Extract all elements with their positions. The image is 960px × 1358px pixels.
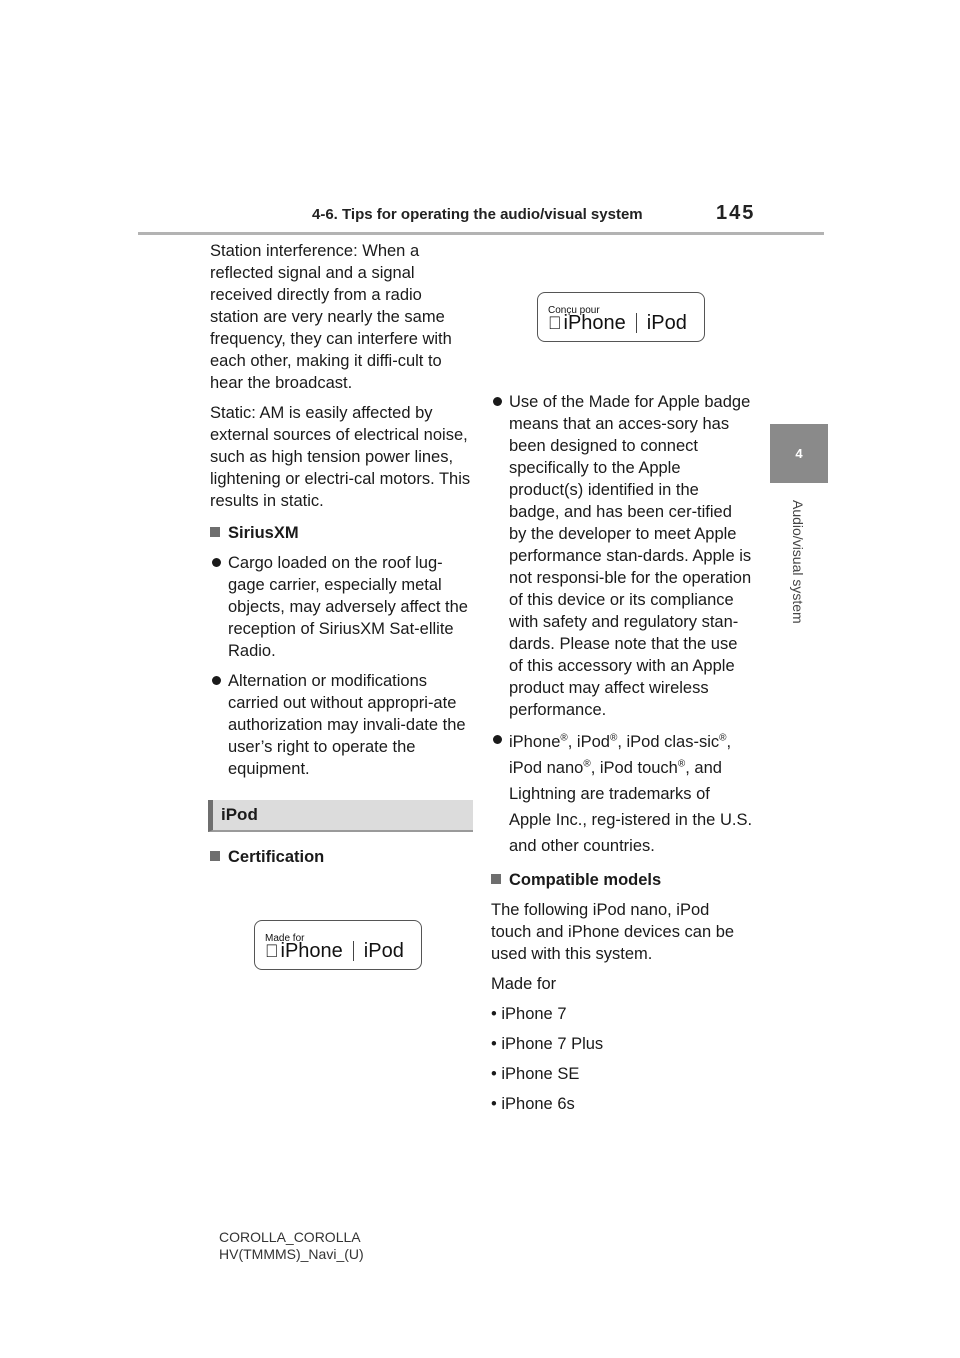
made-for-badge xyxy=(254,920,422,970)
list-item: • iPhone 7 xyxy=(491,1005,567,1023)
concu-pour-badge xyxy=(537,292,705,342)
list-item: • iPhone 6s xyxy=(491,1095,575,1113)
section-title: 4-6. Tips for operating the audio/visual system xyxy=(312,206,643,223)
certification-heading: Certification xyxy=(210,846,472,868)
made-for-label: Made for xyxy=(491,975,557,993)
list-item: • iPhone 7 Plus xyxy=(491,1035,604,1053)
footer-line: COROLLA_COROLLA xyxy=(219,1229,361,1245)
model-list xyxy=(491,973,753,1115)
badge-ipod: iPod xyxy=(633,312,674,334)
bullet-made-for-apple: Use of the Made for Apple badge means that an acces-sory has been designed to connect specifically to the Apple product(s) identified in the badge, and has been cer-tified by the developer to meet Apple performance stan-dards. Apple is not responsi-ble for the operation of this device or its compliance with safety and regulatory stan-dards. Please note that the use of this accessory with an Apple product may affect wireless performance. xyxy=(491,391,753,721)
bullet-cargo: Cargo loaded on the roof lug-gage carrier, especially metal objects, may adversely affect the reception of SiriusXM Sat-ellite Radio. xyxy=(210,552,472,662)
badge-caption: Made for xyxy=(265,933,305,944)
paragraph-compatible: The following iPod nano, iPod touch and iPhone devices can be used with this system. xyxy=(491,901,735,963)
ipod-section-heading: iPod xyxy=(208,800,473,832)
badge-iphone: iPhone xyxy=(267,940,330,962)
paragraph-static: Static: AM is easily affected by external sources of electrical noise, such as high tension power lines, lightening or electri-cal motors. This results in static. xyxy=(210,404,471,510)
badge-iphone: iPhone xyxy=(550,312,613,334)
document-footer xyxy=(219,1229,364,1263)
page-number: 145 xyxy=(716,202,756,224)
bullet-trademarks: iPhone®, iPod®, iPod clas-sic®, iPod nano®, iPod touch®, and Lightning are trademarks of Apple Inc., reg-istered in the U.S. and other countries. xyxy=(491,729,753,859)
right-column xyxy=(491,240,753,1123)
siriusxm-heading: SiriusXM xyxy=(210,522,472,544)
badge-divider xyxy=(636,313,637,333)
bullet-alternation: Alternation or modifications carried out without appropri-ate authorization may invali-date the user’s right to operate the equipment. xyxy=(210,670,472,780)
list-item: • iPhone SE xyxy=(491,1065,580,1083)
left-column xyxy=(210,240,472,970)
badge-divider xyxy=(353,941,354,961)
chapter-tab-label: Audio/visual system xyxy=(790,500,806,624)
badge-ipod: iPod xyxy=(350,940,391,962)
compatible-models-heading: Compatible models xyxy=(491,869,753,891)
apple-logo-icon xyxy=(548,312,562,334)
header-divider xyxy=(138,232,824,235)
paragraph-station-interference: Station interference: When a reflected signal and a signal received directly from a radio station are very nearly the same frequency, they can interfere with each other, making it diffi-cult to hear the broadcast. xyxy=(210,242,452,392)
badge-caption: Conçu pour xyxy=(548,305,600,316)
apple-logo-icon xyxy=(265,940,279,962)
footer-line: HV(TMMMS)_Navi_(U) xyxy=(219,1246,364,1262)
chapter-tab-number: 4 xyxy=(770,424,828,483)
